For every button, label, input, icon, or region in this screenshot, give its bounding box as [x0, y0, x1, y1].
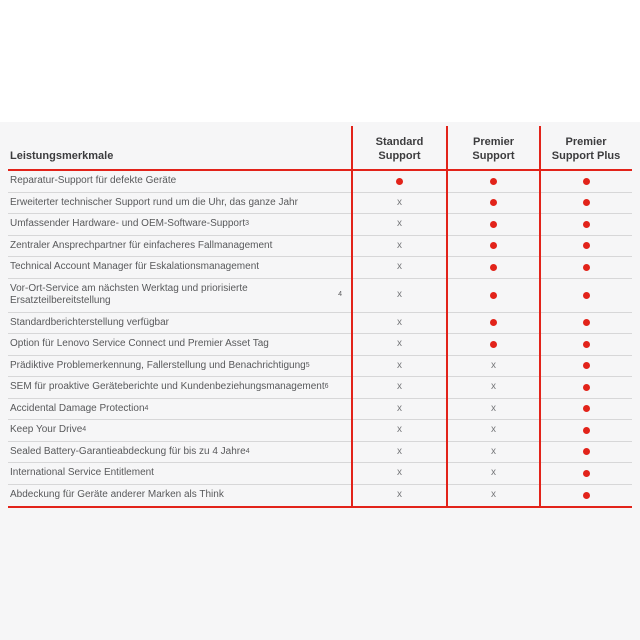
- premier-support-plus-cell: [540, 214, 632, 235]
- feature-text: Option für Lenovo Service Connect und Premier Asset Tag: [10, 338, 269, 349]
- feature-label: Keep Your Drive 4: [10, 424, 87, 435]
- feature-label: [8, 171, 352, 192]
- feature-text: Standardberichterstellung verfügbar: [10, 316, 169, 328]
- excluded-x-mark: x: [397, 261, 402, 273]
- premier-support-cell: [447, 214, 540, 235]
- premier-support-plus-cell: [540, 171, 632, 192]
- premier-support-cell: [447, 420, 540, 441]
- standard-support-cell: [352, 236, 447, 257]
- feature-label: Sealed Battery-Garantieabdeckung für bis zu 4 Jahre 4: [10, 445, 250, 457]
- page-background-panel: [0, 122, 640, 640]
- premier-support-plus-cell: [540, 356, 632, 377]
- feature-label: [8, 463, 352, 484]
- excluded-x-mark: x: [397, 424, 402, 436]
- excluded-x-mark: x: [397, 489, 402, 501]
- feature-text: Abdeckung für Geräte anderer Marken als Think: [10, 489, 224, 500]
- feature-text: Technical Account Manager für Eskalationsmanagement: [10, 261, 260, 272]
- excluded-x-mark: x: [397, 289, 402, 300]
- column-header-premier-support: Premier Support: [472, 136, 515, 162]
- standard-support-cell: [352, 214, 447, 235]
- excluded-x-mark: x: [397, 359, 402, 371]
- feature-label: [8, 236, 352, 257]
- excluded-x-mark: x: [397, 381, 402, 393]
- included-dot-icon: [583, 221, 590, 228]
- feature-label: [8, 334, 352, 355]
- premier-support-plus-cell: [540, 399, 632, 420]
- standard-support-cell: [352, 171, 447, 192]
- column-header-premier-support-plus: Premier Support Plus: [551, 136, 621, 162]
- standard-support-cell: [352, 334, 447, 355]
- premier-support-cell: [447, 171, 540, 192]
- column-divider-line: [351, 126, 353, 506]
- excluded-x-mark: x: [397, 316, 402, 328]
- standard-support-cell: [352, 399, 447, 420]
- premier-support-cell: [447, 334, 540, 355]
- excluded-x-mark: x: [491, 424, 496, 436]
- feature-text: Reparatur-Support für defekte Geräte: [10, 175, 177, 186]
- standard-support-cell: [352, 463, 447, 484]
- premier-support-cell: [447, 377, 540, 398]
- standard-support-cell: [352, 313, 447, 334]
- included-dot-icon: [583, 427, 590, 434]
- standard-support-cell: [352, 279, 447, 312]
- premier-support-plus-cell: [540, 442, 632, 463]
- support-comparison-table: [8, 126, 632, 508]
- standard-support-cell: [352, 485, 447, 507]
- feature-label: SEM für proaktive Geräteberichte und Kundenbeziehungsmanagement 6: [10, 381, 329, 392]
- premier-support-cell: [447, 399, 540, 420]
- feature-text: Zentraler Ansprechpartner für einfacheres Fallmanagement: [10, 239, 273, 251]
- premier-support-plus-cell: [540, 334, 632, 355]
- premier-support-plus-cell: [540, 313, 632, 334]
- feature-text: Sealed Battery-Garantieabdeckung für bis zu 4 Jahre: [10, 445, 246, 457]
- standard-support-cell: [352, 442, 447, 463]
- column-divider-line: [539, 126, 541, 506]
- included-dot-icon: [583, 470, 590, 477]
- standard-support-cell: [352, 193, 447, 214]
- feature-text: Prädiktive Problemerkennung, Fallerstellung und Benachrichtigung: [10, 359, 306, 371]
- included-dot-icon: [583, 341, 590, 348]
- feature-column-header: Leistungsmerkmale: [10, 150, 114, 162]
- standard-support-cell: [352, 257, 447, 278]
- included-dot-icon: [490, 319, 497, 326]
- feature-text: Vor-Ort-Service am nächsten Werktag und priorisierte Ersatzteilbereitstellung: [10, 282, 248, 306]
- included-dot-icon: [583, 492, 590, 499]
- excluded-x-mark: x: [397, 467, 402, 479]
- premier-support-cell: [447, 313, 540, 334]
- excluded-x-mark: x: [397, 338, 402, 350]
- included-dot-icon: [396, 178, 403, 185]
- feature-label: [8, 193, 352, 214]
- feature-text: Accidental Damage Protection: [10, 402, 145, 414]
- feature-text: Keep Your Drive: [10, 424, 83, 435]
- included-dot-icon: [490, 221, 497, 228]
- excluded-x-mark: x: [491, 445, 496, 457]
- excluded-x-mark: x: [491, 381, 496, 393]
- premier-support-plus-cell: [540, 257, 632, 278]
- premier-support-cell: [447, 193, 540, 214]
- included-dot-icon: [583, 384, 590, 391]
- feature-text: International Service Entitlement: [10, 467, 154, 478]
- feature-text: Umfassender Hardware- und OEM-Software-Support: [10, 218, 246, 229]
- premier-support-cell: [447, 356, 540, 377]
- included-dot-icon: [583, 178, 590, 185]
- feature-label: Accidental Damage Protection 4: [10, 402, 149, 414]
- excluded-x-mark: x: [397, 196, 402, 208]
- feature-label: Vor-Ort-Service am nächsten Werktag und priorisierte Ersatzteilbereitstellung 4: [10, 282, 342, 306]
- excluded-x-mark: x: [397, 402, 402, 414]
- premier-support-cell: [447, 236, 540, 257]
- column-header-standard-support: Standard Support: [375, 136, 424, 162]
- included-dot-icon: [583, 448, 590, 455]
- excluded-x-mark: x: [397, 218, 402, 230]
- feature-text: Erweiterter technischer Support rund um die Uhr, das ganze Jahr: [10, 196, 298, 208]
- premier-support-cell: [447, 485, 540, 507]
- included-dot-icon: [490, 199, 497, 206]
- premier-support-plus-cell: [540, 485, 632, 507]
- feature-label: Umfassender Hardware- und OEM-Software-Support 3: [10, 218, 249, 229]
- standard-support-cell: [352, 377, 447, 398]
- included-dot-icon: [490, 292, 497, 299]
- premier-support-plus-cell: [540, 420, 632, 441]
- standard-support-cell: [352, 356, 447, 377]
- excluded-x-mark: x: [491, 467, 496, 479]
- included-dot-icon: [583, 362, 590, 369]
- premier-support-plus-cell: [540, 463, 632, 484]
- included-dot-icon: [490, 178, 497, 185]
- premier-support-cell: [447, 279, 540, 312]
- included-dot-icon: [583, 264, 590, 271]
- included-dot-icon: [490, 264, 497, 271]
- premier-support-cell: [447, 463, 540, 484]
- included-dot-icon: [583, 319, 590, 326]
- premier-support-plus-cell: [540, 193, 632, 214]
- feature-text: SEM für proaktive Geräteberichte und Kundenbeziehungsmanagement: [10, 381, 325, 392]
- premier-support-plus-cell: [540, 377, 632, 398]
- included-dot-icon: [583, 292, 590, 299]
- included-dot-icon: [583, 199, 590, 206]
- feature-label: [8, 257, 352, 278]
- excluded-x-mark: x: [491, 489, 496, 501]
- excluded-x-mark: x: [397, 239, 402, 251]
- column-divider-line: [446, 126, 448, 506]
- excluded-x-mark: x: [491, 359, 496, 371]
- feature-label: [8, 485, 352, 507]
- included-dot-icon: [490, 341, 497, 348]
- premier-support-plus-cell: [540, 279, 632, 312]
- excluded-x-mark: x: [491, 402, 496, 414]
- feature-label: [8, 313, 352, 334]
- included-dot-icon: [490, 242, 497, 249]
- included-dot-icon: [583, 405, 590, 412]
- excluded-x-mark: x: [397, 445, 402, 457]
- premier-support-plus-cell: [540, 236, 632, 257]
- premier-support-cell: [447, 442, 540, 463]
- standard-support-cell: [352, 420, 447, 441]
- included-dot-icon: [583, 242, 590, 249]
- feature-label: Prädiktive Problemerkennung, Fallerstellung und Benachrichtigung 5: [10, 359, 310, 371]
- premier-support-cell: [447, 257, 540, 278]
